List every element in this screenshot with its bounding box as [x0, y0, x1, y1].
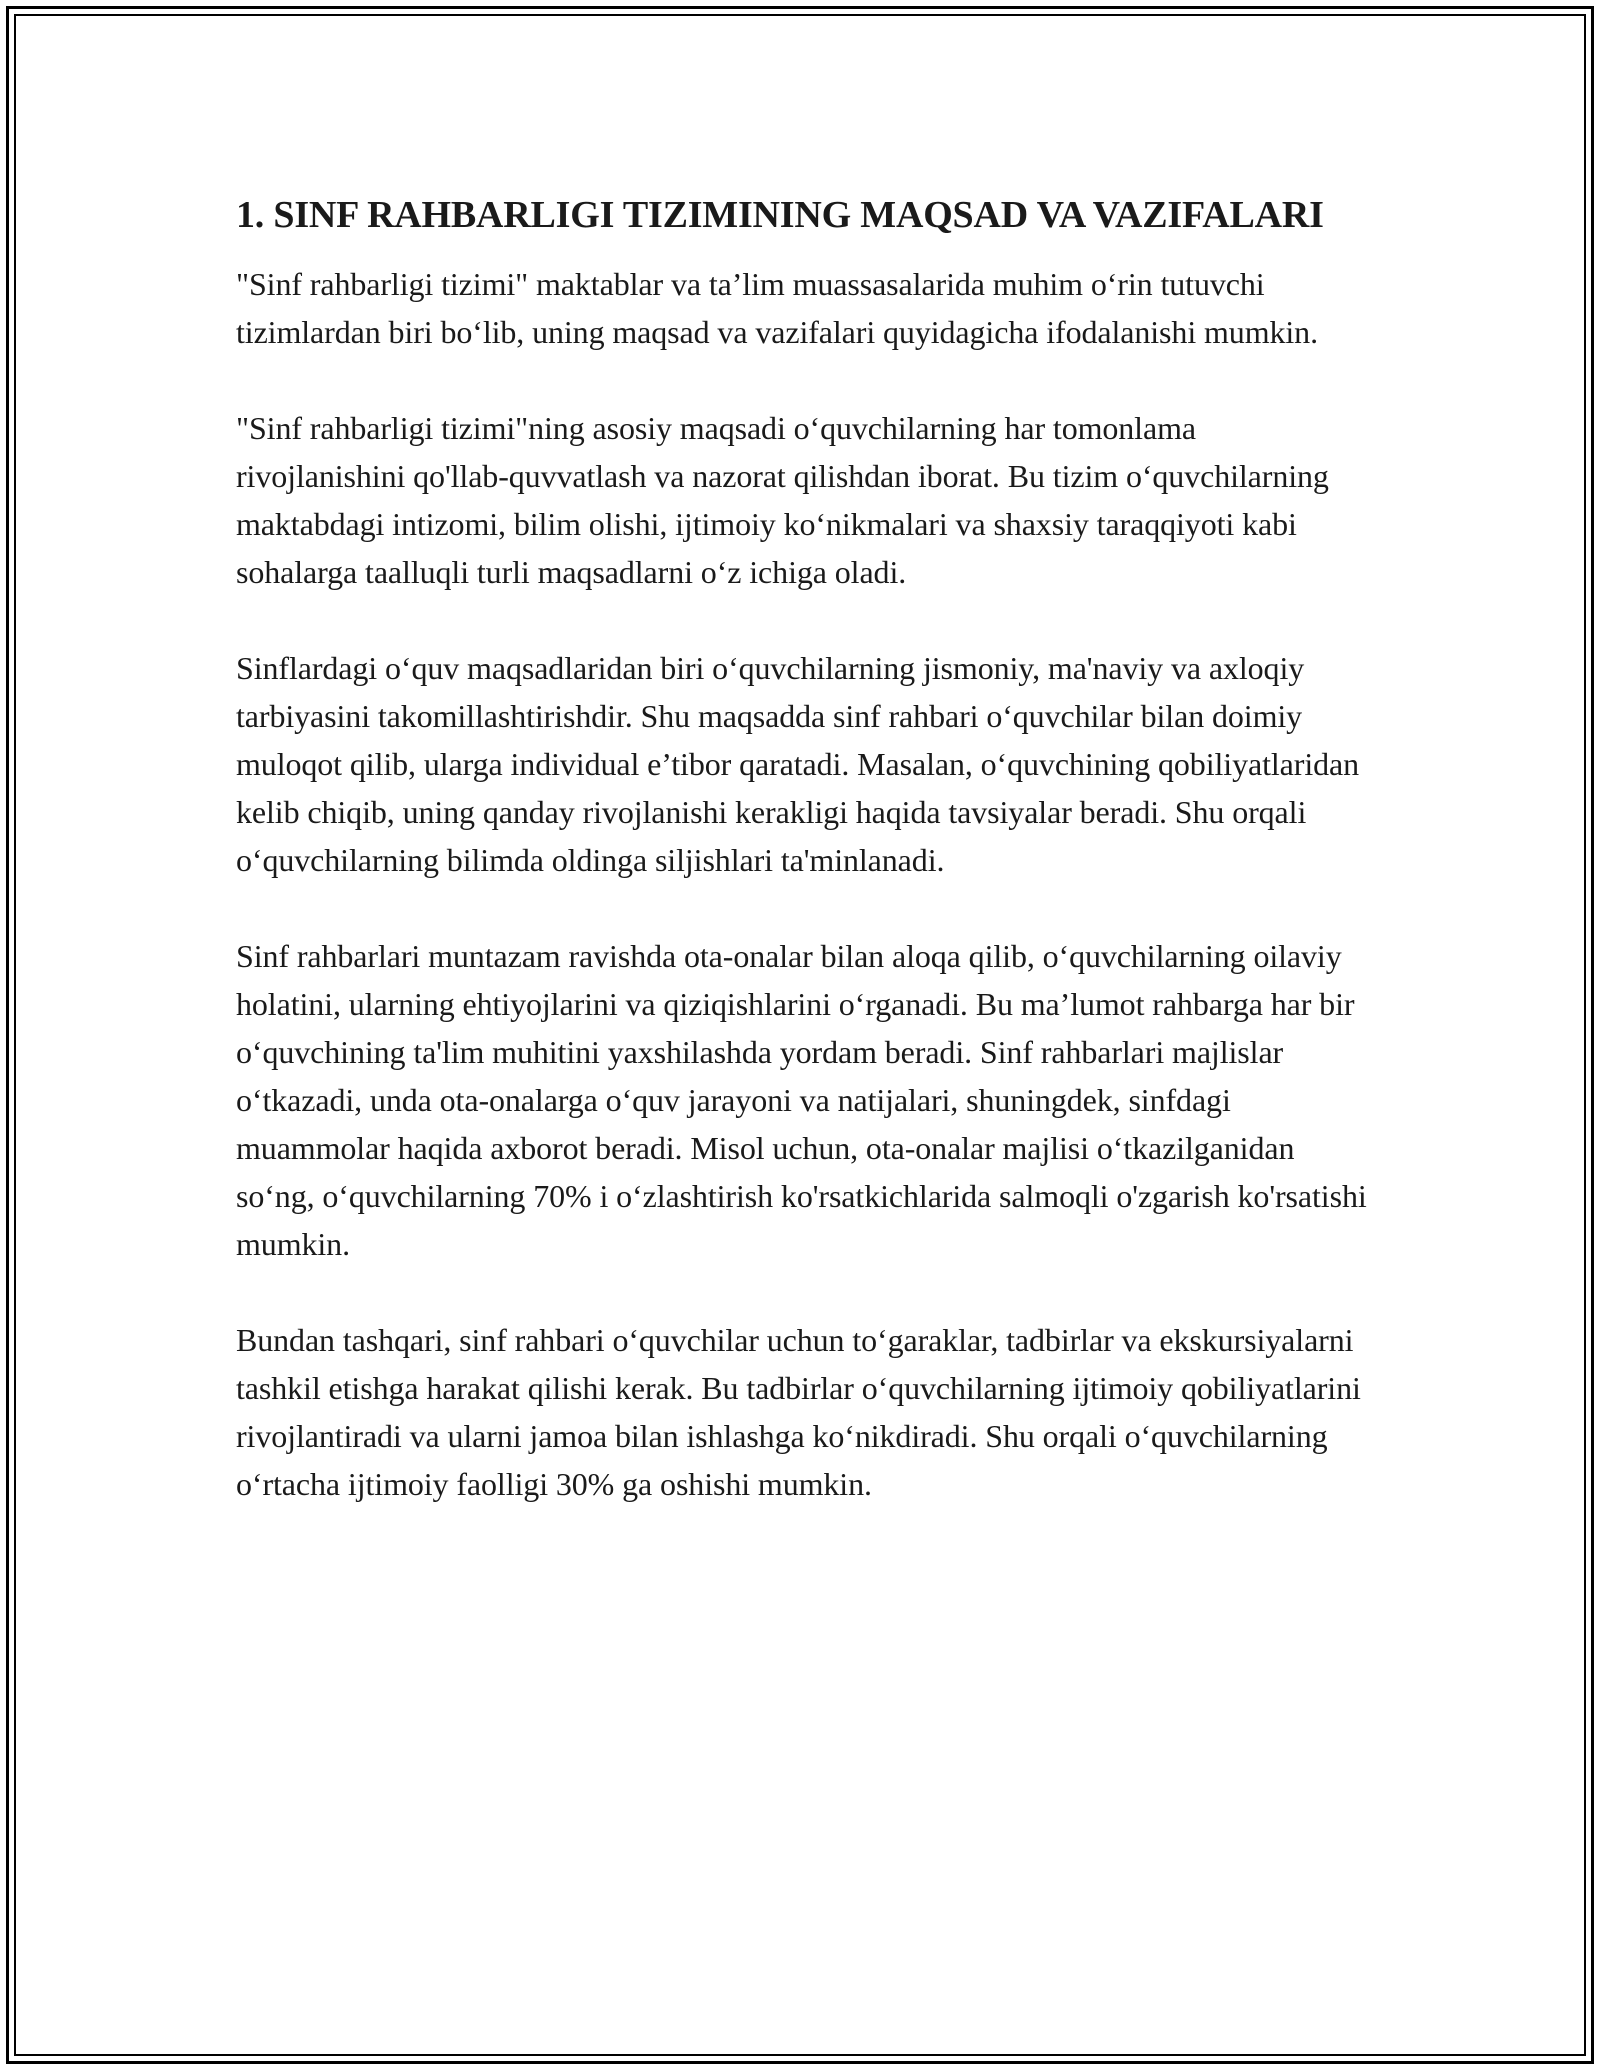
paragraph-main-goal: "Sinf rahbarligi tizimi"ning asosiy maqsadi o‘quvchilarning har tomonlama rivojlanishini qo'llab-quvvatlash va nazorat qilishdan iborat. Bu tizim o‘quvchilarning maktabdagi intizomi, bilim olishi, ijtimoiy ko‘nikmalari va shaxsiy taraqqiyoti kabi sohalarga taalluqli turli maqsadlarni o‘z ichiga oladi. — [236, 410, 1329, 590]
paragraph-parent-communication: Sinf rahbarlari muntazam ravishda ota-onalar bilan aloqa qilib, o‘quvchilarning oilaviy holatini, ularning ehtiyojlarini va qiziqishlarini o‘rganadi. Bu ma’lumot rahbarga har bir o‘quvchining ta'lim muhitini yaxshilashda yordam beradi. Sinf rahbarlari majlislar o‘tkazadi, unda ota-onalarga o‘quv jarayoni va natijalari, shuningdek, sinfdagi muammolar haqida axborot beradi. Misol uchun, ota-onalar majlisi o‘tkazilganidan so‘ng, o‘quvchilarning 70% i o‘zlashtirish ko'rsatkichlarida salmoqli o'zgarish ko'rsatishi mumkin. — [236, 938, 1367, 1262]
paragraph-extracurricular: Bundan tashqari, sinf rahbari o‘quvchilar uchun to‘garaklar, tadbirlar va ekskursiyalarni tashkil etishga harakat qilishi kerak. Bu tadbirlar o‘quvchilarning ijtimoiy qobiliyatlarini rivojlantiradi va ularni jamoa bilan ishlashga ko‘nikdiradi. Shu orqali o‘quvchilarning o‘rtacha ijtimoiy faolligi 30% ga oshishi mumkin. — [236, 1322, 1361, 1502]
paragraph-intro: "Sinf rahbarligi tizimi" maktablar va ta’lim muassasalarida muhim o‘rin tutuvchi tizimlardan biri bo‘lib, uning maqsad va vazifalari quyidagicha ifodalanishi mumkin. — [236, 266, 1318, 350]
paragraph-education-goals: Sinflardagi o‘quv maqsadlaridan biri o‘quvchilarning jismoniy, ma'naviy va axloqiy tarbiyasini takomillashtirishdir. Shu maqsadda sinf rahbari o‘quvchilar bilan doimiy muloqot qilib, ularga individual e’tibor qaratadi. Masalan, o‘quvchining qobiliyatlaridan kelib chiqib, uning qanday rivojlanishi kerakligi haqida tavsiyalar beradi. Shu orqali o‘quvchilarning bilimda oldinga siljishlari ta'minlanadi. — [236, 650, 1360, 878]
section-heading: 1. SINF RAHBARLIGI TIZIMINING MAQSAD VA VAZIFALARI — [236, 194, 1324, 236]
document-body — [236, 188, 1370, 1556]
